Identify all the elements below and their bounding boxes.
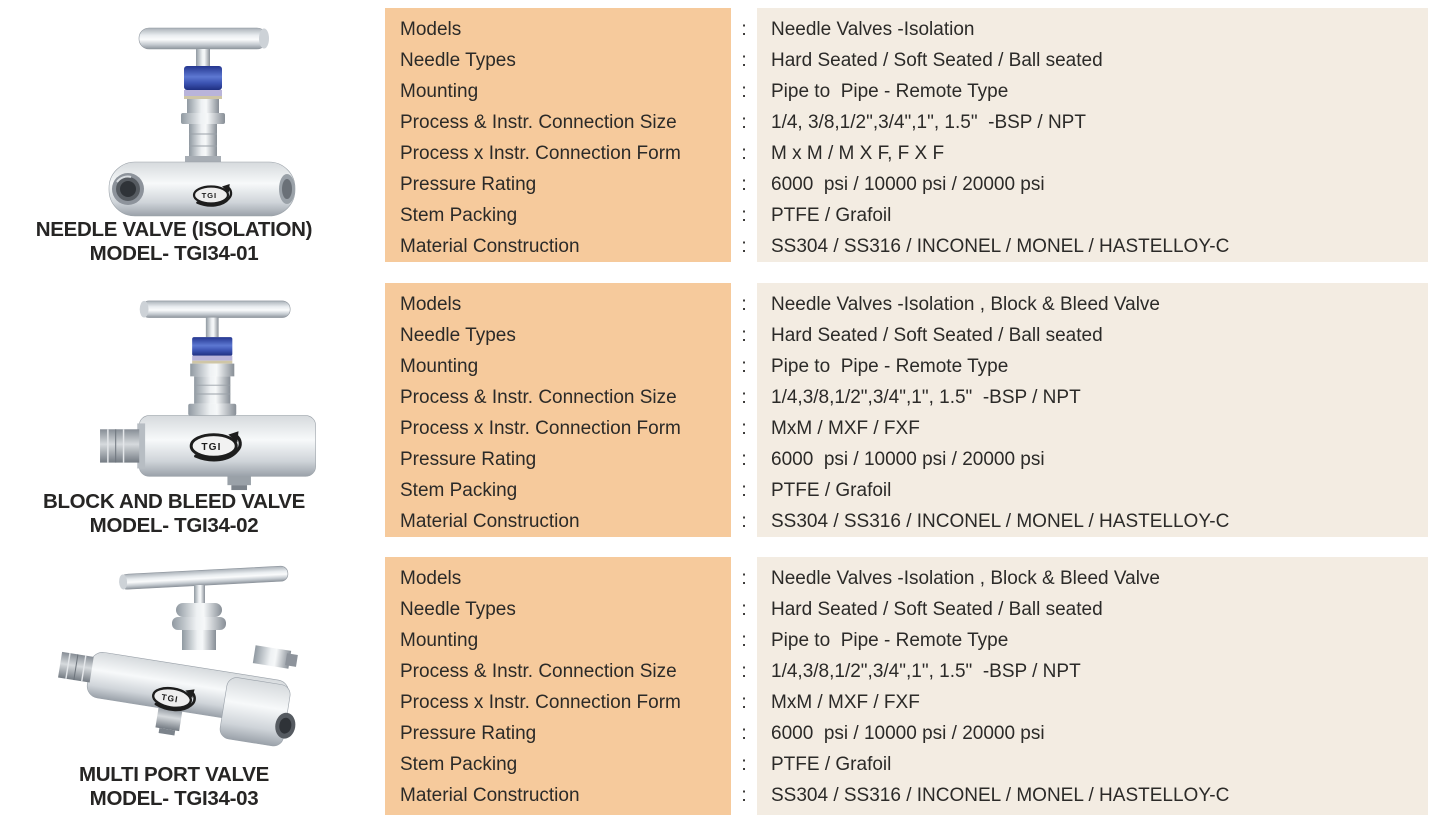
spec-label: Pressure Rating [400, 723, 537, 744]
bleed-port [227, 476, 251, 485]
svg-text:TGI: TGI [201, 441, 222, 453]
spec-value: MxM / MXF / FXF [771, 692, 920, 713]
spec-colon: : [741, 568, 747, 589]
spec-label: Process x Instr. Connection Form [400, 692, 681, 713]
spec-colon: : [741, 294, 747, 315]
spec-label: Models [400, 294, 462, 315]
spec-label: Pressure Rating [400, 449, 537, 470]
spec-colon: : [741, 143, 747, 164]
spec-labels-panel [385, 8, 731, 262]
spec-value: PTFE / Grafoil [771, 205, 892, 226]
spec-value: 1/4,3/8,1/2",3/4",1", 1.5" -BSP / NPT [771, 661, 1081, 682]
spec-value: 6000 psi / 10000 psi / 20000 psi [771, 723, 1045, 744]
spec-label: Mounting [400, 630, 479, 651]
spec-label: Needle Types [400, 50, 516, 71]
spec-colon: : [741, 692, 747, 713]
spec-values-panel [757, 557, 1428, 815]
valve-handle [140, 301, 290, 318]
spec-values-panel [757, 283, 1428, 537]
spec-colon: : [741, 174, 747, 195]
spec-colon: : [741, 480, 747, 501]
spec-value: Needle Valves -Isolation [771, 19, 975, 40]
spec-label: Needle Types [400, 599, 516, 620]
product-name: NEEDLE VALVE (ISOLATION) [35, 218, 313, 241]
product-name: BLOCK AND BLEED VALVE [42, 490, 306, 513]
spec-colon: : [741, 19, 747, 40]
spec-label: Models [400, 19, 462, 40]
valve-bonnet [172, 603, 226, 650]
spec-value: Hard Seated / Soft Seated / Ball seated [771, 50, 1103, 71]
top-right-fitting [253, 645, 298, 668]
spec-label: Mounting [400, 356, 479, 377]
spec-table-1 [385, 8, 1428, 262]
spec-colons-panel [731, 8, 757, 262]
spec-label: Stem Packing [400, 754, 518, 775]
product-caption-1 [0, 218, 348, 265]
product-model: MODEL- TGI34-02 [89, 513, 259, 537]
spec-label: Models [400, 568, 462, 589]
valve-illustration-multi-port [58, 558, 323, 761]
spec-value: M x M / M X F, F X F [771, 143, 945, 164]
spec-label: Process & Instr. Connection Size [400, 661, 677, 682]
spec-colon: : [741, 112, 747, 133]
spec-label: Process & Instr. Connection Size [400, 387, 677, 408]
spec-colon: : [741, 50, 747, 71]
spec-value: SS304 / SS316 / INCONEL / MONEL / HASTELLOY-C [771, 511, 1230, 532]
spec-colon: : [741, 418, 747, 439]
spec-value: PTFE / Grafoil [771, 480, 892, 501]
product-model: MODEL- TGI34-01 [89, 241, 259, 265]
spec-values-panel [757, 8, 1428, 262]
valve-bonnet [188, 364, 236, 416]
spec-label: Mounting [400, 81, 479, 102]
spec-colon: : [741, 754, 747, 775]
spec-value: Pipe to Pipe - Remote Type [771, 356, 1009, 377]
spec-value: 6000 psi / 10000 psi / 20000 psi [771, 174, 1045, 195]
spec-label: Material Construction [400, 236, 580, 257]
spec-label: Stem Packing [400, 205, 518, 226]
spec-value: Needle Valves -Isolation , Block & Bleed Valve [771, 568, 1160, 589]
spec-value: Pipe to Pipe - Remote Type [771, 630, 1009, 651]
product-caption-2 [0, 490, 348, 537]
spec-table-3 [385, 557, 1428, 815]
spec-colon: : [741, 387, 747, 408]
spec-value: MxM / MXF / FXF [771, 418, 920, 439]
spec-value: Needle Valves -Isolation , Block & Bleed Valve [771, 294, 1160, 315]
spec-label: Stem Packing [400, 480, 518, 501]
spec-value: 6000 psi / 10000 psi / 20000 psi [771, 449, 1045, 470]
spec-value: PTFE / Grafoil [771, 754, 892, 775]
spec-label: Process x Instr. Connection Form [400, 143, 681, 164]
spec-colon: : [741, 205, 747, 226]
spec-value: 1/4,3/8,1/2",3/4",1", 1.5" -BSP / NPT [771, 387, 1081, 408]
spec-value: SS304 / SS316 / INCONEL / MONEL / HASTELLOY-C [771, 785, 1230, 806]
valve-packing-nut-blue [192, 337, 232, 356]
spec-colon: : [741, 599, 747, 620]
spec-colons-panel [731, 283, 757, 537]
spec-colon: : [741, 356, 747, 377]
spec-colon: : [741, 661, 747, 682]
svg-text:TGI: TGI [160, 691, 180, 705]
spec-colon: : [741, 236, 747, 257]
valve-packing-nut-blue [184, 66, 222, 90]
spec-label: Needle Types [400, 325, 516, 346]
spec-colon: : [741, 723, 747, 744]
spec-value: Hard Seated / Soft Seated / Ball seated [771, 325, 1103, 346]
spec-colon: : [741, 785, 747, 806]
spec-value: 1/4, 3/8,1/2",3/4",1", 1.5" -BSP / NPT [771, 112, 1086, 133]
valve-stem [194, 585, 205, 603]
spec-label: Material Construction [400, 785, 580, 806]
spec-colons-panel [731, 557, 757, 815]
spec-value: SS304 / SS316 / INCONEL / MONEL / HASTELLOY-C [771, 236, 1230, 257]
valve-handle [139, 28, 269, 49]
product-model: MODEL- TGI34-03 [89, 786, 259, 810]
product-caption-3 [0, 763, 348, 810]
spec-label: Material Construction [400, 511, 580, 532]
valve-bonnet [181, 99, 225, 164]
valve-stem [206, 318, 219, 338]
spec-label: Pressure Rating [400, 174, 537, 195]
spec-table-2 [385, 283, 1428, 537]
valve-illustration-block-bleed [82, 296, 317, 492]
spec-labels-panel [385, 283, 731, 537]
spec-labels-panel [385, 557, 731, 815]
spec-colon: : [741, 511, 747, 532]
spec-label: Process x Instr. Connection Form [400, 418, 681, 439]
valve-illustration-needle-isolation [95, 22, 310, 217]
spec-colon: : [741, 630, 747, 651]
spec-label: Process & Instr. Connection Size [400, 112, 677, 133]
spec-value: Hard Seated / Soft Seated / Ball seated [771, 599, 1103, 620]
valve-stem [196, 49, 210, 66]
spec-colon: : [741, 449, 747, 470]
spec-colon: : [741, 325, 747, 346]
svg-text:TGI: TGI [201, 190, 217, 200]
product-name: MULTI PORT VALVE [79, 763, 269, 786]
spec-colon: : [741, 81, 747, 102]
spec-value: Pipe to Pipe - Remote Type [771, 81, 1009, 102]
